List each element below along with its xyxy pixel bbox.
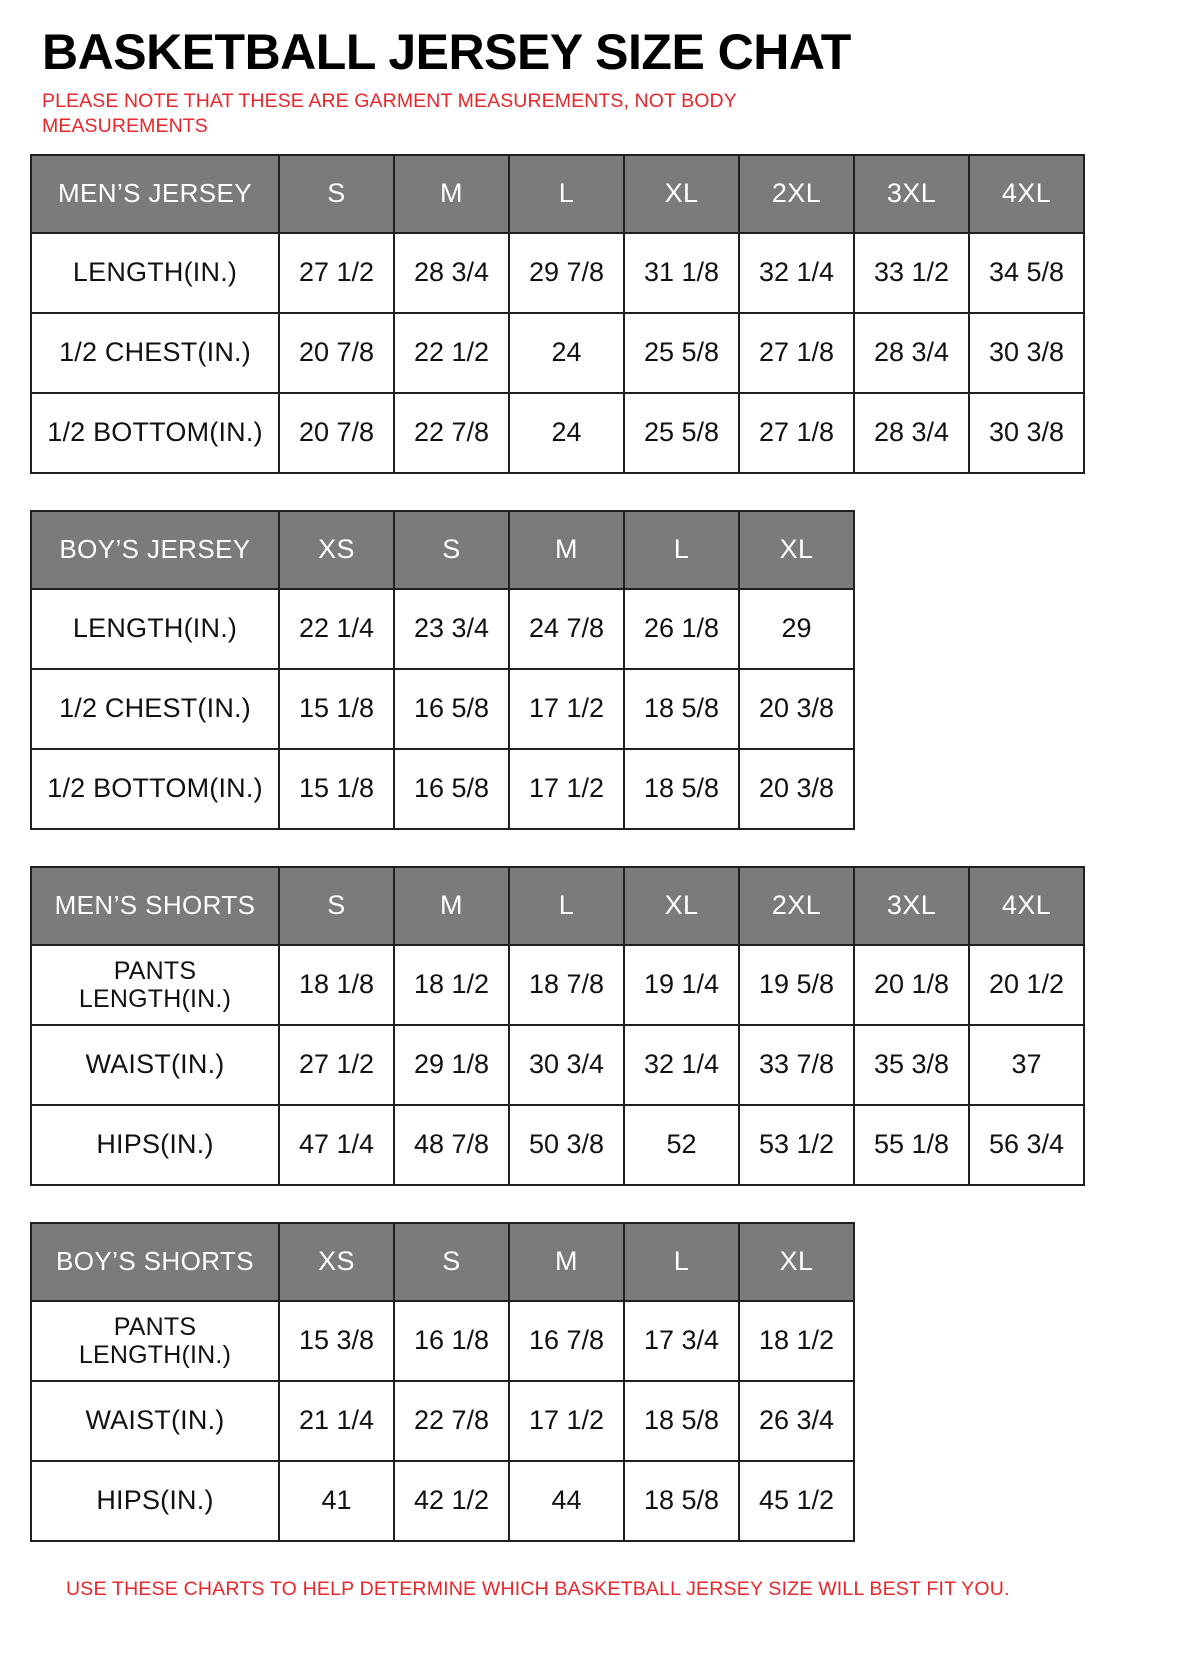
measurement-value: 31 1/8 bbox=[624, 233, 739, 313]
measurement-value: 55 1/8 bbox=[854, 1105, 969, 1185]
measurement-value: 26 1/8 bbox=[624, 589, 739, 669]
measurement-value: 33 1/2 bbox=[854, 233, 969, 313]
measurement-note: PLEASE NOTE THAT THESE ARE GARMENT MEASUREMENTS, NOT BODY MEASUREMENTS bbox=[42, 89, 737, 138]
measurement-value: 24 7/8 bbox=[509, 589, 624, 669]
measurement-value: 18 1/2 bbox=[394, 945, 509, 1025]
measurement-value: 16 5/8 bbox=[394, 669, 509, 749]
measurement-label: 1/2 BOTTOM(IN.) bbox=[31, 749, 279, 829]
size-header-cell: M bbox=[509, 511, 624, 589]
page-title: BASKETBALL JERSEY SIZE CHAT bbox=[42, 24, 851, 80]
table-row bbox=[31, 313, 1084, 393]
measurement-value: 15 3/8 bbox=[279, 1301, 394, 1381]
measurement-value: 34 5/8 bbox=[969, 233, 1084, 313]
table-header-row bbox=[31, 1223, 854, 1301]
measurement-value: 27 1/8 bbox=[739, 393, 854, 473]
measurement-label: LENGTH(IN.) bbox=[31, 233, 279, 313]
measurement-value: 28 3/4 bbox=[394, 233, 509, 313]
measurement-value: 21 1/4 bbox=[279, 1381, 394, 1461]
measurement-value: 20 3/8 bbox=[739, 669, 854, 749]
size-header-cell: 2XL bbox=[739, 155, 854, 233]
measurement-value: 27 1/8 bbox=[739, 313, 854, 393]
table-row bbox=[31, 1461, 854, 1541]
size-header-cell: XL bbox=[624, 867, 739, 945]
size-header-cell: 2XL bbox=[739, 867, 854, 945]
measurement-value: 22 1/4 bbox=[279, 589, 394, 669]
table-title-cell: BOY’S SHORTS bbox=[31, 1223, 279, 1301]
table-header-row bbox=[31, 155, 1084, 233]
measurement-value: 20 1/2 bbox=[969, 945, 1084, 1025]
measurement-value: 17 1/2 bbox=[509, 669, 624, 749]
measurement-value: 29 7/8 bbox=[509, 233, 624, 313]
size-header-cell: 4XL bbox=[969, 155, 1084, 233]
table-row bbox=[31, 1105, 1084, 1185]
measurement-value: 29 bbox=[739, 589, 854, 669]
measurement-value: 50 3/8 bbox=[509, 1105, 624, 1185]
size-header-cell: XL bbox=[739, 1223, 854, 1301]
table-boys-shorts bbox=[30, 1222, 855, 1542]
measurement-value: 28 3/4 bbox=[854, 313, 969, 393]
measurement-value: 22 1/2 bbox=[394, 313, 509, 393]
size-header-cell: S bbox=[279, 867, 394, 945]
size-header-cell: L bbox=[509, 155, 624, 233]
measurement-value: 22 7/8 bbox=[394, 393, 509, 473]
measurement-value: 20 1/8 bbox=[854, 945, 969, 1025]
size-header-cell: S bbox=[394, 1223, 509, 1301]
tables-container bbox=[30, 154, 1172, 1542]
measurement-value: 28 3/4 bbox=[854, 393, 969, 473]
measurement-value: 44 bbox=[509, 1461, 624, 1541]
measurement-value: 45 1/2 bbox=[739, 1461, 854, 1541]
measurement-label-line2: LENGTH(IN.) bbox=[78, 984, 232, 1013]
measurement-value: 15 1/8 bbox=[279, 749, 394, 829]
measurement-label bbox=[31, 945, 279, 1025]
measurement-label: WAIST(IN.) bbox=[31, 1025, 279, 1105]
measurement-value: 35 3/8 bbox=[854, 1025, 969, 1105]
measurement-value: 16 1/8 bbox=[394, 1301, 509, 1381]
measurement-value: 52 bbox=[624, 1105, 739, 1185]
measurement-value: 32 1/4 bbox=[739, 233, 854, 313]
measurement-value: 18 1/2 bbox=[739, 1301, 854, 1381]
size-header-cell: M bbox=[509, 1223, 624, 1301]
size-header-cell: XS bbox=[279, 511, 394, 589]
measurement-value: 24 bbox=[509, 393, 624, 473]
measurement-label-line1: PANTS bbox=[113, 1312, 197, 1341]
measurement-value: 37 bbox=[969, 1025, 1084, 1105]
measurement-value: 17 3/4 bbox=[624, 1301, 739, 1381]
measurement-value: 42 1/2 bbox=[394, 1461, 509, 1541]
measurement-value: 19 5/8 bbox=[739, 945, 854, 1025]
measurement-value: 18 5/8 bbox=[624, 749, 739, 829]
table-title-cell: MEN’S SHORTS bbox=[31, 867, 279, 945]
measurement-value: 18 5/8 bbox=[624, 1461, 739, 1541]
measurement-value: 18 5/8 bbox=[624, 1381, 739, 1461]
table-title-cell: MEN’S JERSEY bbox=[31, 155, 279, 233]
measurement-value: 18 7/8 bbox=[509, 945, 624, 1025]
measurement-value: 20 7/8 bbox=[279, 313, 394, 393]
measurement-value: 29 1/8 bbox=[394, 1025, 509, 1105]
table-mens-shorts bbox=[30, 866, 1085, 1186]
size-header-cell: S bbox=[394, 511, 509, 589]
measurement-value: 19 1/4 bbox=[624, 945, 739, 1025]
measurement-value: 25 5/8 bbox=[624, 393, 739, 473]
table-row bbox=[31, 945, 1084, 1025]
measurement-label: HIPS(IN.) bbox=[31, 1105, 279, 1185]
size-header-cell: XS bbox=[279, 1223, 394, 1301]
table-row bbox=[31, 393, 1084, 473]
measurement-label: WAIST(IN.) bbox=[31, 1381, 279, 1461]
measurement-value: 27 1/2 bbox=[279, 1025, 394, 1105]
measurement-value: 30 3/8 bbox=[969, 313, 1084, 393]
table-boys-jersey bbox=[30, 510, 855, 830]
measurement-value: 33 7/8 bbox=[739, 1025, 854, 1105]
measurement-value: 15 1/8 bbox=[279, 669, 394, 749]
measurement-value: 24 bbox=[509, 313, 624, 393]
size-header-cell: M bbox=[394, 155, 509, 233]
table-row bbox=[31, 1381, 854, 1461]
measurement-value: 18 5/8 bbox=[624, 669, 739, 749]
measurement-value: 20 7/8 bbox=[279, 393, 394, 473]
measurement-label: 1/2 BOTTOM(IN.) bbox=[31, 393, 279, 473]
table-row bbox=[31, 1025, 1084, 1105]
table-row bbox=[31, 669, 854, 749]
table-row bbox=[31, 589, 854, 669]
measurement-label-line2: LENGTH(IN.) bbox=[78, 1340, 232, 1369]
size-header-cell: XL bbox=[739, 511, 854, 589]
measurement-value: 53 1/2 bbox=[739, 1105, 854, 1185]
size-header-cell: L bbox=[624, 1223, 739, 1301]
measurement-value: 30 3/8 bbox=[969, 393, 1084, 473]
measurement-value: 25 5/8 bbox=[624, 313, 739, 393]
measurement-label bbox=[31, 1301, 279, 1381]
measurement-value: 47 1/4 bbox=[279, 1105, 394, 1185]
measurement-value: 17 1/2 bbox=[509, 749, 624, 829]
measurement-value: 41 bbox=[279, 1461, 394, 1541]
measurement-value: 18 1/8 bbox=[279, 945, 394, 1025]
measurement-value: 56 3/4 bbox=[969, 1105, 1084, 1185]
size-header-cell: S bbox=[279, 155, 394, 233]
measurement-value: 30 3/4 bbox=[509, 1025, 624, 1105]
measurement-label-line1: PANTS bbox=[113, 956, 197, 985]
table-row bbox=[31, 233, 1084, 313]
size-header-cell: 4XL bbox=[969, 867, 1084, 945]
measurement-value: 17 1/2 bbox=[509, 1381, 624, 1461]
measurement-label: 1/2 CHEST(IN.) bbox=[31, 669, 279, 749]
measurement-label: HIPS(IN.) bbox=[31, 1461, 279, 1541]
measurement-value: 23 3/4 bbox=[394, 589, 509, 669]
table-mens-jersey bbox=[30, 154, 1085, 474]
size-header-cell: XL bbox=[624, 155, 739, 233]
size-header-cell: 3XL bbox=[854, 155, 969, 233]
measurement-value: 27 1/2 bbox=[279, 233, 394, 313]
measurement-value: 22 7/8 bbox=[394, 1381, 509, 1461]
table-title-cell: BOY’S JERSEY bbox=[31, 511, 279, 589]
size-header-cell: 3XL bbox=[854, 867, 969, 945]
size-header-cell: L bbox=[624, 511, 739, 589]
measurement-label: LENGTH(IN.) bbox=[31, 589, 279, 669]
measurement-value: 32 1/4 bbox=[624, 1025, 739, 1105]
table-header-row bbox=[31, 867, 1084, 945]
measurement-value: 26 3/4 bbox=[739, 1381, 854, 1461]
measurement-label: 1/2 CHEST(IN.) bbox=[31, 313, 279, 393]
measurement-value: 16 7/8 bbox=[509, 1301, 624, 1381]
measurement-value: 20 3/8 bbox=[739, 749, 854, 829]
footer-note: USE THESE CHARTS TO HELP DETERMINE WHICH BASKETBALL JERSEY SIZE WILL BEST FIT YOU. bbox=[66, 1577, 1010, 1600]
measurement-value: 48 7/8 bbox=[394, 1105, 509, 1185]
size-header-cell: M bbox=[394, 867, 509, 945]
table-row bbox=[31, 1301, 854, 1381]
size-header-cell: L bbox=[509, 867, 624, 945]
measurement-value: 16 5/8 bbox=[394, 749, 509, 829]
table-row bbox=[31, 749, 854, 829]
table-header-row bbox=[31, 511, 854, 589]
